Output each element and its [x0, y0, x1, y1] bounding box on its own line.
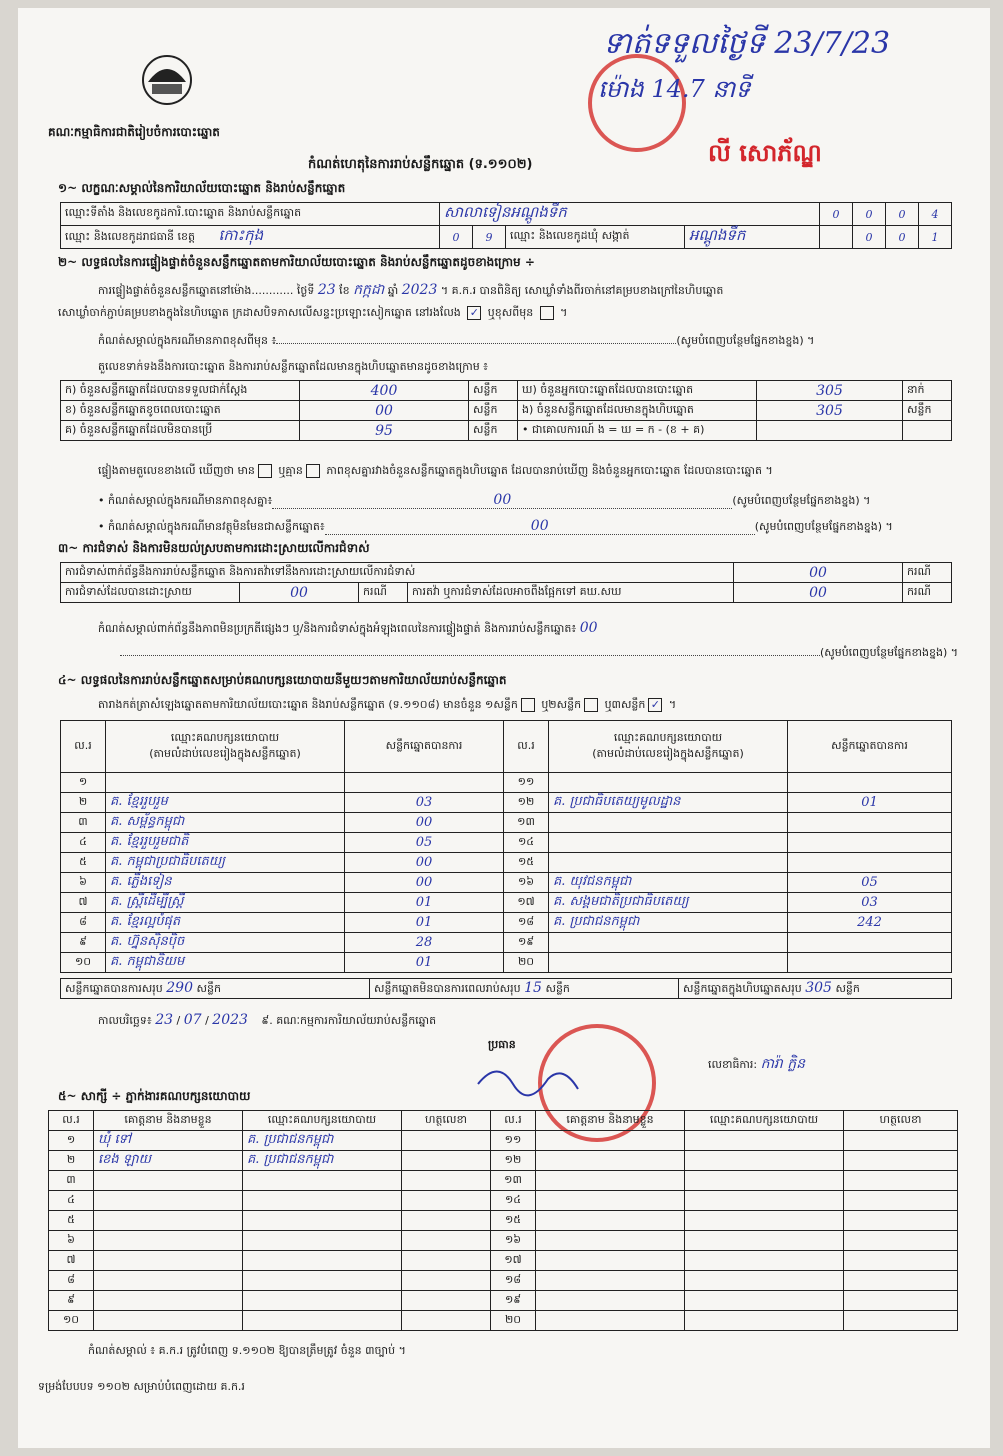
commune-code-digit: 0 [853, 226, 886, 249]
party-votes [788, 933, 952, 953]
party-name [106, 773, 345, 793]
verify-year: 2023 [401, 282, 438, 298]
signer-name: លី សោភ័ណ្ឌ [708, 139, 822, 167]
figure-label: ឃ) ចំនួនអ្នកបោះឆ្នោតដែលបានបោះឆ្នោត [518, 381, 757, 401]
col-name: គោត្តនាម និងនាមខ្លួន [536, 1111, 685, 1131]
witness-name [536, 1151, 685, 1171]
party-votes: 05 [345, 833, 504, 853]
party-votes: 01 [345, 893, 504, 913]
results-table [60, 720, 952, 973]
witness-name [536, 1231, 685, 1251]
witness-name [94, 1191, 243, 1211]
province-label: ឈ្មោះ និងលេខកូដរាជធានី ខេត្ត កោះកុង [61, 226, 440, 249]
unit-label: សន្លឹក [469, 421, 518, 441]
witness-name [94, 1271, 243, 1291]
unit-label: ករណី [903, 583, 952, 603]
party-number: ៦ [61, 873, 106, 893]
party-name: គ. ហ្វ៊ុនស៊ិនប៉ិច [106, 933, 345, 953]
figure-value: 95 [300, 421, 469, 441]
changed-checkbox[interactable] [540, 306, 554, 320]
witness-signature [402, 1251, 491, 1271]
witness-party [243, 1271, 402, 1291]
col-no: ល.រ [49, 1111, 94, 1131]
result-row [61, 953, 952, 973]
witness-party [685, 1291, 844, 1311]
witness-signature [844, 1291, 958, 1311]
party-number: ៤ [61, 833, 106, 853]
commune-value: អណ្ដូងទឹក [685, 226, 820, 249]
witness-name [536, 1171, 685, 1191]
witness-signature [844, 1231, 958, 1251]
unit-label: សន្លឹក [469, 401, 518, 421]
party-votes [345, 773, 504, 793]
party-name [549, 953, 788, 973]
witness-signature [844, 1271, 958, 1291]
party-votes: 28 [345, 933, 504, 953]
figure-row [61, 401, 952, 421]
witness-number: ៦ [49, 1231, 94, 1251]
object-remark: • កំណត់សម្គាល់ក្នុងករណីមានវត្ថុមិនមែនជាសន្លឹកឆ្នោត៖ 00 (សូមបំពេញបន្ថែមផ្នែកខាងខ្នង) ។ [98, 518, 893, 534]
party-number: ៩ [61, 933, 106, 953]
party-votes: 03 [345, 793, 504, 813]
party-name: គ. ស្ត្រីដើម្បីស្ត្រី [106, 893, 345, 913]
witness-number: ១៥ [491, 1211, 536, 1231]
section2-title: ២~ លទ្ធផលនៃការផ្ទៀងផ្ទាត់ចំនួនសន្លឹកឆ្នោតតាមការិយាល័យបោះឆ្នោត និងរាប់សន្លឹកឆ្នោតដូចខាងក្រោម ÷ [58, 255, 535, 269]
party-votes: 05 [788, 873, 952, 893]
figure-value: 400 [300, 381, 469, 401]
witness-number: ៩ [49, 1291, 94, 1311]
party-votes: 01 [345, 953, 504, 973]
box-total: សន្លឹកឆ្នោតក្នុងហិបឆ្នោតសរុប 305 សន្លឹក [679, 979, 952, 999]
three-sheets-checkbox[interactable]: ✓ [648, 698, 662, 712]
witness-signature [844, 1191, 958, 1211]
witness-number: ១៨ [491, 1271, 536, 1291]
party-votes [788, 953, 952, 973]
witness-party [685, 1191, 844, 1211]
witness-party: គ. ប្រជាជនកម្ពុជា [243, 1151, 402, 1171]
witness-party [243, 1291, 402, 1311]
party-number: ១៧ [504, 893, 549, 913]
result-row [61, 933, 952, 953]
witness-party [685, 1271, 844, 1291]
location-value: សាលាទៀនអណ្ដូងទឹក [440, 203, 820, 226]
chair-signature-icon [468, 1054, 588, 1104]
received-time: ម៉ោង 14.7 នាទី [598, 75, 751, 103]
form-footer: ទម្រង់បែបបទ ១១០២ សម្រាប់បំពេញដោយ គ.ក.រ [38, 1380, 245, 1393]
two-sheets-checkbox[interactable] [584, 698, 598, 712]
witness-signature [402, 1171, 491, 1191]
witness-name [94, 1311, 243, 1331]
figure-value: 305 [757, 381, 903, 401]
witness-number: ៥ [49, 1211, 94, 1231]
result-row [61, 833, 952, 853]
witness-number: ១៦ [491, 1231, 536, 1251]
nec-logo-icon [138, 52, 196, 108]
party-name: គ. យុវជនកម្ពុជា [549, 873, 788, 893]
section5-title: ៥~ សាក្សី ÷ ភ្នាក់ងារគណបក្សនយោបាយ [58, 1089, 251, 1103]
col-votes: សន្លឹកឆ្នោតបានការ [345, 721, 504, 773]
witness-number: ១៧ [491, 1251, 536, 1271]
verify-line: ការផ្ទៀងផ្ទាត់ចំនួនសន្លឹកឆ្នោតនៅម៉ោង............ ថ្ងៃទី 23 ខែ កក្កដា ឆ្នាំ 2023 ។ គ.ក.រ បានពិនិត្យ សោឃ្លាំទាំងពីរចាក់នៅគម្របខាងក្រៅនៃហិបឆ្នោត [98, 282, 724, 298]
witness-name [536, 1211, 685, 1231]
figure-label: ខ) ចំនួនសន្លឹកឆ្នោតខូចពេលបោះឆ្នោត [61, 401, 300, 421]
unit-label [903, 421, 952, 441]
witness-row [49, 1151, 958, 1171]
objection-label: ការជំទាស់ពាក់ព័ន្ធនឹងការរាប់សន្លឹកឆ្នោត និងការតវ៉ាទៅនឹងការដោះស្រាយលើការជំទាស់ [61, 563, 734, 583]
resolved-label: ការជំទាស់ដែលបានដោះស្រាយ [61, 583, 240, 603]
verify-month: កក្កដា [353, 282, 385, 298]
witness-row [49, 1311, 958, 1331]
party-name: គ. ប្រជាធិបតេយ្យមូលដ្ឋាន [549, 793, 788, 813]
party-number: ១២ [504, 793, 549, 813]
witness-party [243, 1211, 402, 1231]
witness-signature [844, 1171, 958, 1191]
col-no: ល.រ [504, 721, 549, 773]
witness-signature [402, 1131, 491, 1151]
witness-party [243, 1311, 402, 1331]
figures-intro: តួលេខទាក់ទងនឹងការបោះឆ្នោត និងការរាប់សន្លឹកឆ្នោតដែលមានក្នុងហិបឆ្នោតមានដូចខាងក្រោម ៖ [98, 360, 489, 373]
location-code-digit: 4 [919, 203, 952, 226]
witness-number: ១៣ [491, 1171, 536, 1191]
irregularity-note: កំណត់សម្គាល់ពាក់ព័ន្ធនឹងភាពមិនប្រក្រតីផ្សេងៗ ឬ/និងការជំទាស់ក្នុងអំឡុងពេលនៃការផ្ទៀងផ្ទាត់ និងការរាប់សន្លឹកឆ្នោត៖ 00 [98, 620, 598, 636]
diff-note-line: កំណត់សម្គាល់ក្នុងករណីមានភាពខុសពីមុន ៖ (សូមបំពេញបន្ថែមផ្នែកខាងខ្នង) ។ [98, 334, 815, 347]
form-title: កំណត់ហេតុនៃការរាប់សន្លឹកឆ្នោត (ទ.១១០២) [308, 157, 533, 172]
party-number: ១៣ [504, 813, 549, 833]
party-name: គ. កម្ពុជានិយម [106, 953, 345, 973]
witness-name [536, 1271, 685, 1291]
witness-number: ១៤ [491, 1191, 536, 1211]
tally-sheet-line: តារាងកត់ត្រាសំឡេងឆ្នោតតាមការិយាល័យបោះឆ្នោត និងរាប់សន្លឹកឆ្នោត (ទ.១១០៨) មានចំនួន ១សន្លឹក ឬ២សន្លឹក ឬ៣សន្លឹក ✓ ។ [98, 698, 677, 711]
party-votes: 00 [345, 873, 504, 893]
result-row [61, 793, 952, 813]
discrepancy-line: ផ្ទៀងតាមតួលេខខាងលើ ឃើញថា មាន ឬគ្មាន ភាពខុសគ្នារវាងចំនួនសន្លឹកឆ្នោតក្នុងហិបឆ្នោត ដែលបានរាប់ឃើញ និងចំនួនអ្នកបោះឆ្នោត ដែលបានបោះឆ្នោត ។ [98, 464, 773, 477]
date-line: កាលបរិច្ឆេទ៖ 23 / 07 / 2023 ៩. គណៈកម្មការការិយាល័យរាប់សន្លឹកឆ្នោត [98, 1012, 437, 1028]
result-row [61, 873, 952, 893]
witness-party [685, 1211, 844, 1231]
figure-value: 305 [757, 401, 903, 421]
party-name: គ. ខ្មែររួបរួមជាតិ [106, 833, 345, 853]
totals-row [60, 978, 952, 999]
location-code-digit: 0 [820, 203, 853, 226]
witness-name [536, 1251, 685, 1271]
chair-label: ប្រធាន [488, 1038, 516, 1051]
party-name: គ. កម្ពុជាប្រជាធិបតេយ្យ [106, 853, 345, 873]
witness-party [243, 1191, 402, 1211]
result-row [61, 773, 952, 793]
witness-row [49, 1171, 958, 1191]
party-votes [788, 773, 952, 793]
witness-name [94, 1211, 243, 1231]
unit-label: សន្លឹក [469, 381, 518, 401]
col-sign: ហត្ថលេខា [844, 1111, 958, 1131]
party-name: គ. សម្ព័ន្ធកម្ពុជា [106, 813, 345, 833]
party-number: ៧ [61, 893, 106, 913]
figure-value [757, 421, 903, 441]
party-name [549, 853, 788, 873]
party-number: ១៥ [504, 853, 549, 873]
commission-name: គណៈកម្មាធិការជាតិរៀបចំការបោះឆ្នោត [48, 125, 220, 139]
witness-signature [844, 1151, 958, 1171]
witness-name [536, 1131, 685, 1151]
party-number: ៣ [61, 813, 106, 833]
witness-party: គ. ប្រជាជនកម្ពុជា [243, 1131, 402, 1151]
party-name [549, 773, 788, 793]
witness-name: ឃុំ ទៅ [94, 1131, 243, 1151]
commune-code-digit: 0 [886, 226, 919, 249]
unit-label: ករណី [359, 583, 408, 603]
result-row [61, 853, 952, 873]
result-row [61, 893, 952, 913]
diff-remark: • កំណត់សម្គាល់ក្នុងករណីមានភាពខុសគ្នា៖ 00 (សូមបំពេញបន្ថែមផ្នែកខាងខ្នង) ។ [98, 492, 871, 508]
witness-party [243, 1231, 402, 1251]
col-party: ឈ្មោះគណបក្សនយោបាយ [685, 1111, 844, 1131]
party-number: ២០ [504, 953, 549, 973]
col-party: ឈ្មោះគណបក្សនយោបាយ (តាមលំដាប់លេខរៀងក្នុងសន្លឹកឆ្នោត) [106, 721, 345, 773]
witness-table [48, 1110, 958, 1331]
witness-number: ១១ [491, 1131, 536, 1151]
figure-row [61, 381, 952, 401]
party-number: ៥ [61, 853, 106, 873]
party-name: គ. ភ្លើងទៀន [106, 873, 345, 893]
party-name [549, 813, 788, 833]
witness-party [685, 1231, 844, 1251]
witness-number: ២០ [491, 1311, 536, 1331]
party-votes [788, 833, 952, 853]
commune-label: ឈ្មោះ និងលេខកូដឃុំ សង្កាត់ [506, 226, 685, 249]
province-value: កោះកុង [218, 226, 264, 244]
col-party: ឈ្មោះគណបក្សនយោបាយ (តាមលំដាប់លេខរៀងក្នុងសន្លឹកឆ្នោត) [549, 721, 788, 773]
witness-signature [402, 1291, 491, 1311]
witness-name [536, 1291, 685, 1311]
figure-row [61, 421, 952, 441]
witness-signature [402, 1191, 491, 1211]
party-number: ២ [61, 793, 106, 813]
figure-label: គ) ចំនួនសន្លឹកឆ្នោតដែលមិនបានប្រើ [61, 421, 300, 441]
witness-name [94, 1171, 243, 1191]
section4-title: ៤~ លទ្ធផលនៃការរាប់សន្លឹកឆ្នោតសម្រាប់គណបក្សនយោបាយនីមួយៗតាមការិយាល័យរាប់សន្លឹកឆ្នោត [58, 673, 507, 687]
figure-label: ក) ចំនួនសន្លឹកឆ្នោតដែលបានទទួលជាក់ស្ដែង [61, 381, 300, 401]
witness-name [94, 1251, 243, 1271]
witness-signature [844, 1211, 958, 1231]
witness-signature [844, 1131, 958, 1151]
witness-name [94, 1291, 243, 1311]
commune-code-digit: 1 [919, 226, 952, 249]
witness-party [685, 1131, 844, 1151]
party-number: ១៩ [504, 933, 549, 953]
party-name [549, 933, 788, 953]
section1-title: ១~ លក្ខណៈសម្គាល់នៃការិយាល័យបោះឆ្នោត និងរាប់សន្លឹកឆ្នោត [58, 181, 346, 195]
party-name: គ. ខ្មែររួបរួម [106, 793, 345, 813]
party-votes: 00 [345, 813, 504, 833]
party-votes: 01 [788, 793, 952, 813]
no-diff-checkbox[interactable] [306, 464, 320, 478]
party-number: ១១ [504, 773, 549, 793]
form-page [18, 8, 990, 1448]
col-name: គោត្តនាម និងនាមខ្លួន [94, 1111, 243, 1131]
witness-party [243, 1251, 402, 1271]
party-votes: 242 [788, 913, 952, 933]
appeal-label: ការតវ៉ា ឬការជំទាស់ដែលអាចពឹងផ្អែកទៅ គឃ.សឃ [408, 583, 734, 603]
witness-signature [402, 1211, 491, 1231]
witness-number: ១២ [491, 1151, 536, 1171]
witness-row [49, 1271, 958, 1291]
irregularity-fill: (សូមបំពេញបន្ថែមផ្នែកខាងខ្នង) ។ [58, 646, 958, 662]
witness-row [49, 1191, 958, 1211]
witness-party [685, 1311, 844, 1331]
location-code-digit: 0 [886, 203, 919, 226]
figure-value: 00 [300, 401, 469, 421]
witness-number: ២ [49, 1151, 94, 1171]
location-label: ឈ្មោះទីតាំង និងលេខកូដការិ.បោះឆ្នោត និងរាប់សន្លឹកឆ្នោត [61, 203, 440, 226]
witness-number: ១៩ [491, 1291, 536, 1311]
witness-party [685, 1171, 844, 1191]
witness-name [536, 1191, 685, 1211]
col-no: ល.រ [491, 1111, 536, 1131]
party-number: ១០ [61, 953, 106, 973]
witness-name: ខេង ឡាយ [94, 1151, 243, 1171]
figure-label: ង) ចំនួនសន្លឹកឆ្នោតដែលមានក្នុងហិបឆ្នោត [518, 401, 757, 421]
unit-label: ករណី [903, 563, 952, 583]
figures-table [60, 380, 952, 441]
witness-signature [844, 1311, 958, 1331]
witness-name [94, 1231, 243, 1251]
witness-row [49, 1131, 958, 1151]
received-note: ទាត់ទទួលថ្ងៃទី 23/7/23 [603, 26, 891, 61]
verify-day: 23 [317, 282, 336, 298]
one-sheet-checkbox[interactable] [521, 698, 535, 712]
section1-table [60, 202, 952, 249]
witness-number: ៣ [49, 1171, 94, 1191]
witness-party [685, 1151, 844, 1171]
party-votes [788, 853, 952, 873]
party-number: ១ [61, 773, 106, 793]
witness-number: ៤ [49, 1191, 94, 1211]
unchanged-checkbox[interactable]: ✓ [467, 306, 481, 320]
party-number: ១៤ [504, 833, 549, 853]
result-row [61, 913, 952, 933]
party-votes: 01 [345, 913, 504, 933]
witness-number: ៧ [49, 1251, 94, 1271]
party-votes: 00 [345, 853, 504, 873]
party-name: គ. ប្រជាជនកម្ពុជា [549, 913, 788, 933]
party-name: គ. សង្គមជាតិប្រជាធិបតេយ្យ [549, 893, 788, 913]
witness-signature [844, 1251, 958, 1271]
location-code-digit: 0 [853, 203, 886, 226]
result-row [61, 813, 952, 833]
party-votes [788, 813, 952, 833]
witness-signature [402, 1231, 491, 1251]
invalid-total: សន្លឹកឆ្នោតមិនបានការពេលរាប់សរុប 15 សន្លឹក [370, 979, 679, 999]
footer-note: កំណត់សម្គាល់ ៖ គ.ក.រ ត្រូវបំពេញ ទ.១១០២ ឱ្យបានត្រឹមត្រូវ ចំនួន ៣ច្បាប់ ។ [88, 1344, 406, 1357]
party-number: ១៦ [504, 873, 549, 893]
party-name [549, 833, 788, 853]
objection-count: 00 [734, 563, 903, 583]
unit-label: សន្លឹក [903, 401, 952, 421]
seal-line: សោឃ្លាំចាក់ភ្ជាប់គម្របខាងក្នុងនៃហិបឆ្នោត ក្រដាសបិទភាសលើសន្ទះប្រឡោះសៀកឆ្នោត នៅរងលែង ✓ ឬខុសពីមុន ។ [58, 306, 568, 319]
unit-label: នាក់ [903, 381, 952, 401]
witness-party [685, 1251, 844, 1271]
witness-name [536, 1311, 685, 1331]
figure-label: • ជាគោលការណ៍ ង = ឃ = ក - (ខ + គ) [518, 421, 757, 441]
col-no: ល.រ [61, 721, 106, 773]
party-number: ៨ [61, 913, 106, 933]
section3-title: ៣~ ការជំទាស់ និងការមិនយល់ស្របតាមការដោះស្រាយលើការជំទាស់ [58, 541, 370, 555]
witness-row [49, 1251, 958, 1271]
party-number: ១៨ [504, 913, 549, 933]
witness-signature [402, 1271, 491, 1291]
secretary-label: លេខាធិការ: ការ៉ា ក្លិន [708, 1056, 806, 1072]
witness-signature [402, 1311, 491, 1331]
col-party: ឈ្មោះគណបក្សនយោបាយ [243, 1111, 402, 1131]
party-name: គ. ខ្មែរល្អបំផុត [106, 913, 345, 933]
col-sign: ហត្ថលេខា [402, 1111, 491, 1131]
resolved-count: 00 [240, 583, 359, 603]
witness-row [49, 1231, 958, 1251]
objections-table [60, 562, 952, 603]
witness-row [49, 1211, 958, 1231]
empty-cell [820, 226, 853, 249]
col-votes: សន្លឹកឆ្នោតបានការ [788, 721, 952, 773]
witness-row [49, 1291, 958, 1311]
province-code-digit: 0 [440, 226, 473, 249]
witness-number: ១ [49, 1131, 94, 1151]
witness-party [243, 1171, 402, 1191]
witness-signature [402, 1151, 491, 1171]
party-votes: 03 [788, 893, 952, 913]
witness-number: ៨ [49, 1271, 94, 1291]
has-diff-checkbox[interactable] [258, 464, 272, 478]
valid-total: សន្លឹកឆ្នោតបានការសរុប 290 សន្លឹក [61, 979, 370, 999]
province-code-digit: 9 [473, 226, 506, 249]
witness-number: ១០ [49, 1311, 94, 1331]
appeal-count: 00 [734, 583, 903, 603]
